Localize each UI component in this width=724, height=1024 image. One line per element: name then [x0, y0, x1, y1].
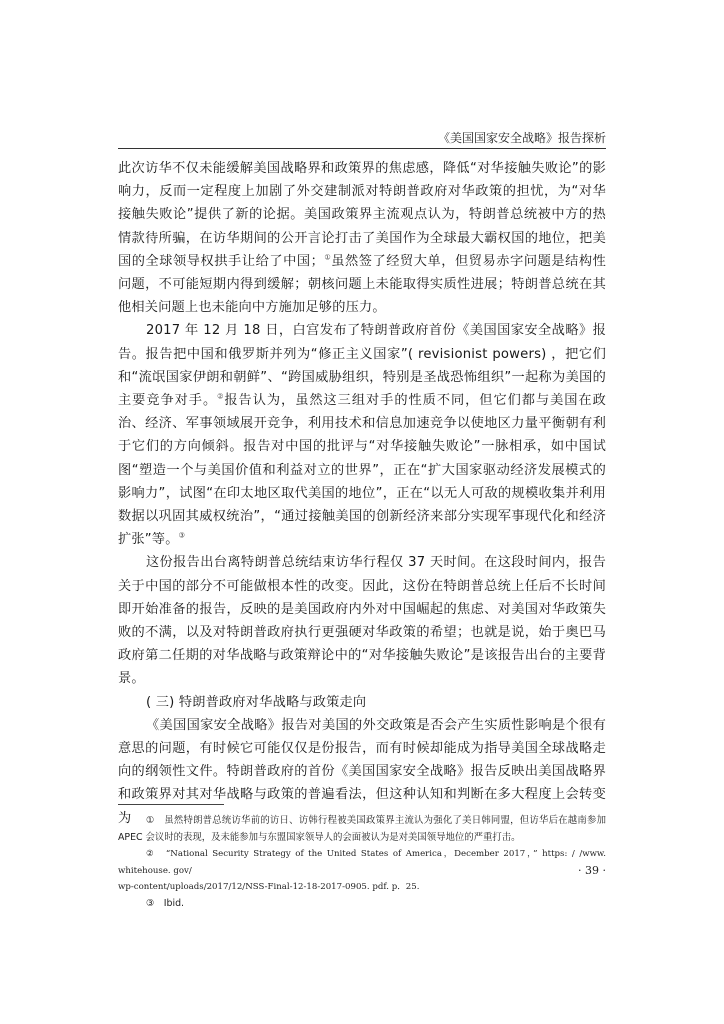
footnote-3: ③ Ibid. — [146, 897, 185, 909]
footnote-ref-2: ② — [217, 392, 225, 401]
paragraph-1 — [118, 157, 606, 319]
paragraph-1-text-a: 此次访华不仅未能缓解美国战略界和政策界的焦虑感，降低“对华接触失败论”的影响力，反而一定程度上加剧了外交建制派对特朗普政府对华政策的担忧，为“对华接触失败论”提供了新的论据。美国政策界主流观点认为，特朗普总统被中方的热情款待所骗，在访华期间的公开言论打击了美国作为全球最大霸权国的地位，把美国的全球领导权拱手让给了中国； — [118, 161, 606, 269]
paragraph-2-text-a: 2017 年 12 月 18 日，白宫发布了特朗普政府首份《美国国家安全战略》报告。报告把中国和俄罗斯并列为“修正主义国家”( revisionist powers) ，把它们和“流氓国家伊朗和朝鲜”、“跨国威胁组织，特别是圣战恐怖组织”一起称为美国的主要竞争对手。 — [118, 323, 606, 409]
footnotes — [118, 813, 606, 912]
footnote-1: ① 虽然特朗普总统访华前的访日、访韩行程被美国政策界主流认为强化了美日韩同盟，但访华后在越南参加 APEC 会议时的表现，及未能参加与东盟国家领导人的会面被认为是对美国领导地位的严重打击。 — [118, 815, 606, 843]
footnote-ref-1: ① — [324, 253, 332, 262]
footnote-2b-text: wp-content/uploads/2017/12/NSS-Final-12-18-2017-0905. pdf. p．25. — [118, 882, 420, 892]
running-head: 《美国国家安全战略》报告探析 — [437, 131, 606, 145]
paragraph-2 — [118, 319, 606, 551]
page-number: · 39 · — [578, 864, 606, 877]
paragraph-2-text-b: 报告认为，虽然这三组对手的性质不同，但它们都与美国在政治、经济、军事领域展开竞争，利用技术和信息加速竞争以使地区力量平衡朝有利于它们的方向倾斜。报告对中国的批评与“对华接触失败论”一脉相承，如中国试图“塑造一个与美国价值和利益对立的世界”，正在“扩大国家驱动经济发展模式的影响力”，试图“在印太地区取代美国的地位”，正在“以无人可敌的规模收集并利用数据以巩固其威权统治”，“通过接触美国的创新经济来部分实现军事现代化和经济扩张”等。 — [118, 393, 606, 548]
paragraph-4: 《美国国家安全战略》报告对美国的外交政策是否会产生实质性影响是个很有意思的问题，有时候它可能仅仅是份报告，而有时候却能成为指导美国全球战略走向的纲领性文件。特朗普政府的首份《美国国家安全战略》报告反映出美国战略界和政策界对其对华战略与政策的普遍看法，但这种认知和判断在多大程度上会转变为 — [118, 717, 606, 826]
body-text — [118, 157, 606, 830]
footnote-rule — [118, 804, 224, 805]
footnote-2a — [118, 846, 606, 879]
section-heading: ( 三) 特朗普政府对华战略与政策走向 — [146, 694, 367, 710]
footnote-ref-3: ③ — [178, 531, 186, 540]
header-rule — [118, 148, 606, 149]
paragraph-3: 这份报告出台离特朗普总统结束访华行程仅 37 天时间。在这段时间内，报告关于中国的部分不可能做根本性的改变。因此，这份在特朗普总统上任后不长时间即开始准备的报告，反映的是美国政府内外对中国崛起的焦虑、对美国对华政策失败的不满，以及对特朗普政府执行更强硬对华政策的希望；也就是说，始于奥巴马政府第二任期的对华战略与政策辩论中的“对华接触失败论”是该报告出台的主要背景。 — [118, 555, 606, 687]
footnote-2b — [118, 879, 606, 896]
paragraph-1-text-b: 虽然签了经贸大单，但贸易赤字问题是结构性问题，不可能短期内得到缓解；朝核问题上未能取得实质性进展；特朗普总统在其他相关问题上也未能向中方施加足够的压力。 — [118, 253, 606, 316]
footnote-2a-text: ② “National Security Strategy of the United States of America，December 2017，” https: / /www. whitehouse. gov/ — [118, 849, 606, 876]
